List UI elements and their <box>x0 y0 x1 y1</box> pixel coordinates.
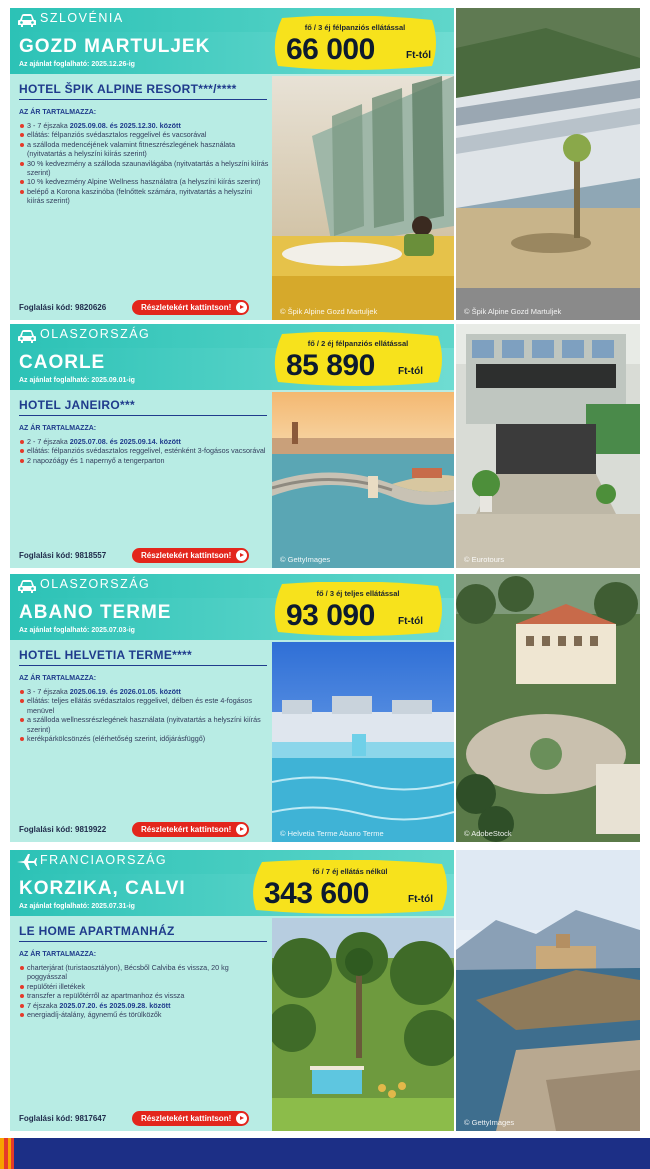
includes-list <box>19 687 269 743</box>
offer-card-abano-terme <box>10 574 640 842</box>
list-item: repülőtéri illetékek <box>19 982 269 991</box>
details-button[interactable]: Részletekért kattintson! <box>132 1111 249 1126</box>
list-item: a szálloda medencéjének valamint fitneszrészlegének használata (nyitvatartás a helyszíni kiírás szerint) <box>19 140 269 159</box>
price-value: 93 090 <box>286 599 375 632</box>
chevron-right-icon <box>236 824 247 835</box>
photo-credit: © Helvetia Terme Abano Terme <box>280 829 384 838</box>
availability-text: Az ajánlat foglalható: 2025.07.03-ig <box>19 627 135 634</box>
divider <box>19 665 267 666</box>
booking-code: Foglalási kód: 9820626 <box>19 303 107 312</box>
resort-photo <box>456 8 640 320</box>
destination-title: CAORLE <box>19 352 106 373</box>
list-item: 30 % kedvezmény a szálloda szaunavilágába (nyitvatartás a helyszíni kiírás szerint) <box>19 159 269 178</box>
hotel-name: HOTEL HELVETIA TERME**** <box>19 648 192 662</box>
divider <box>19 99 267 100</box>
list-item: energiadíj-átalány, ágynemű és törülközők <box>19 1010 269 1019</box>
chevron-right-icon <box>236 302 247 313</box>
hotel-photo <box>272 76 454 320</box>
coast-photo <box>456 850 640 1131</box>
price-unit: Ft-tól <box>398 366 423 377</box>
photo-credit: © GettyImages <box>280 555 331 564</box>
offer-card-korzika-calvi <box>10 850 640 1131</box>
list-item: a szálloda wellnessrészlegének használata (nyitvatartás a helyszíni kiírás szerint) <box>19 715 269 734</box>
price-tag <box>250 860 450 914</box>
garden-photo <box>272 918 454 1131</box>
destination-title: GOZD MARTULJEK <box>19 36 211 57</box>
price-value: 66 000 <box>286 33 375 66</box>
availability-text: Az ajánlat foglalható: 2025.07.31-ig <box>19 903 135 910</box>
includes-heading: AZ ÁR TARTALMAZZA: <box>19 675 97 682</box>
list-item: 7 éjszaka 2025.07.20. és 2025.09.28. között <box>19 1001 269 1010</box>
includes-heading: AZ ÁR TARTALMAZZA: <box>19 951 97 958</box>
list-item: ellátás: félpanziós svédasztalos reggelivel és vacsorával <box>19 130 269 139</box>
booking-code: Foglalási kód: 9819922 <box>19 825 107 834</box>
beach-photo <box>272 392 454 568</box>
destination-title: KORZIKA, CALVI <box>19 878 186 899</box>
car-icon <box>16 577 38 595</box>
price-value: 85 890 <box>286 349 375 382</box>
availability-text: Az ajánlat foglalható: 2025.09.01-ig <box>19 377 135 384</box>
list-item: transzfer a repülőtérről az apartmanhoz és vissza <box>19 991 269 1000</box>
booking-code: Foglalási kód: 9817647 <box>19 1114 107 1123</box>
divider <box>19 415 267 416</box>
divider <box>19 941 267 942</box>
includes-heading: AZ ÁR TARTALMAZZA: <box>19 425 97 432</box>
car-icon <box>16 11 38 29</box>
price-note: fő / 3 éj teljes ellátással <box>316 589 400 598</box>
list-item: 10 % kedvezmény Alpine Wellness használatra (a helyszíni kiírás szerint) <box>19 177 269 186</box>
offer-card-gozd-martuljek <box>10 8 640 320</box>
footer-stripe <box>0 1138 14 1169</box>
country-label: FRANCIAORSZÁG <box>40 853 168 867</box>
list-item: 3 - 7 éjszaka 2025.06.19. és 2026.01.05. között <box>19 687 269 696</box>
list-item: kerékpárkölcsönzés (elérhetőség szerint, időjárásfüggő) <box>19 734 269 743</box>
list-item: charterjárat (turistaosztályon), Bécsből Calviba és vissza, 20 kg poggyásszal <box>19 963 269 982</box>
pool-photo <box>272 642 454 842</box>
list-item: belépő a Korona kaszinóba (felnőttek számára, nyitvatartás a helyszíni kiírás szerint) <box>19 187 269 206</box>
includes-list <box>19 963 269 1019</box>
destination-title: ABANO TERME <box>19 602 172 623</box>
details-button[interactable]: Részletekért kattintson! <box>132 300 249 315</box>
price-tag <box>272 16 438 70</box>
list-item: 3 - 7 éjszaka 2025.09.08. és 2025.12.30. között <box>19 121 269 130</box>
list-item: ellátás: félpanziós svédasztalos reggelivel, esténként 3-fogásos vacsorával <box>19 446 269 455</box>
photo-credit: © AdobeStock <box>464 829 512 838</box>
photo-credit: © Špik Alpine Gozd Martuljek <box>464 307 562 316</box>
hotel-name: HOTEL ŠPIK ALPINE RESORT***/**** <box>19 82 237 96</box>
booking-code: Foglalási kód: 9818557 <box>19 551 107 560</box>
list-item: 2 napozóágy és 1 napernyő a tengerparton <box>19 456 269 465</box>
price-note: fő / 3 éj félpanziós ellátással <box>304 23 406 32</box>
hotel-name: HOTEL JANEIRO*** <box>19 398 135 412</box>
price-unit: Ft-tól <box>406 50 431 61</box>
hotel-name: LE HOME APARTMANHÁZ <box>19 924 175 938</box>
aerial-photo <box>456 574 640 842</box>
footer-bar <box>0 1138 650 1169</box>
country-label: SZLOVÉNIA <box>40 11 124 25</box>
includes-list <box>19 437 269 465</box>
chevron-right-icon <box>236 550 247 561</box>
includes-heading: AZ ÁR TARTALMAZZA: <box>19 109 97 116</box>
country-label: OLASZORSZÁG <box>40 577 151 591</box>
price-tag <box>272 332 444 386</box>
availability-text: Az ajánlat foglalható: 2025.12.26-ig <box>19 61 135 68</box>
price-unit: Ft-tól <box>398 616 423 627</box>
plane-icon <box>16 853 38 871</box>
car-icon <box>16 327 38 345</box>
details-button[interactable]: Részletekért kattintson! <box>132 822 249 837</box>
photo-credit: © Eurotours <box>464 555 505 564</box>
price-value: 343 600 <box>264 877 369 910</box>
details-button[interactable]: Részletekért kattintson! <box>132 548 249 563</box>
price-note: fő / 7 éj ellátás nélkül <box>312 867 388 876</box>
price-note: fő / 2 éj félpanziós ellátással <box>307 339 409 348</box>
photo-credit: © Špik Alpine Gozd Martuljek <box>280 307 378 316</box>
offer-card-caorle <box>10 324 640 568</box>
price-tag <box>272 582 444 636</box>
chevron-right-icon <box>236 1113 247 1124</box>
photo-credit: © GettyImages <box>464 1118 515 1127</box>
hotel-facade-photo <box>456 324 640 568</box>
list-item: 2 - 7 éjszaka 2025.07.08. és 2025.09.14. között <box>19 437 269 446</box>
list-item: ellátás: teljes ellátás svédasztalos reggelivel, délben és este 4-fogásos menüvel <box>19 696 269 715</box>
price-unit: Ft-tól <box>408 894 433 905</box>
country-label: OLASZORSZÁG <box>40 327 151 341</box>
includes-list <box>19 121 269 206</box>
